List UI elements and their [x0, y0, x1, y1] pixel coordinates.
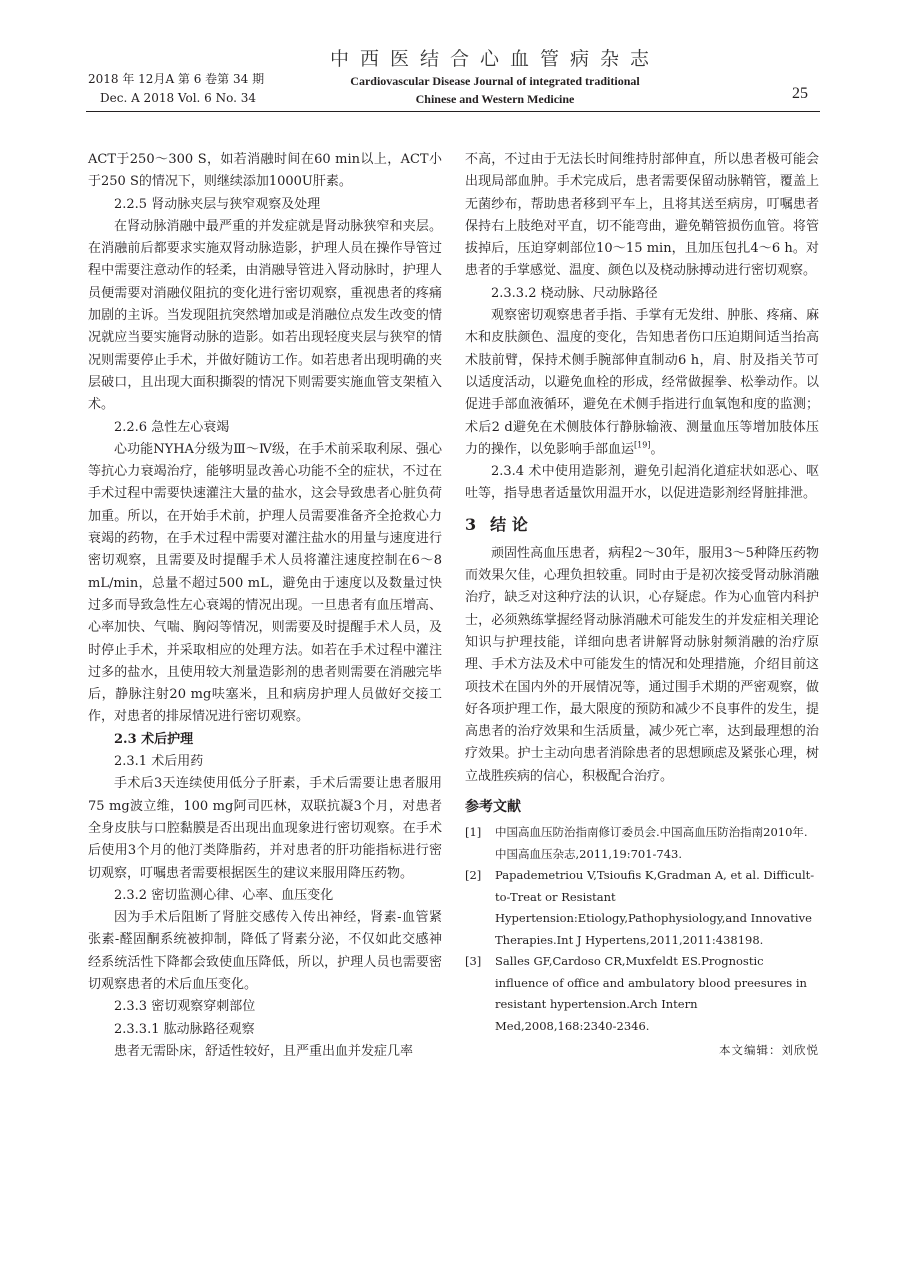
reference-item	[465, 951, 819, 1037]
subsection-heading-2-3-1: 2.3.1 术后用药	[114, 754, 204, 770]
subsection-heading-2-3-3-1: 2.3.3.1 肱动脉路径观察	[114, 1021, 255, 1037]
issue-en: Dec. A 2018 Vol. 6 No. 34	[100, 91, 257, 105]
citation-link[interactable]: [19]	[634, 440, 651, 450]
reference-text: Salles GF,Cardoso CR,Muxfeldt ES.Prognostic influence of office and ambulatory blood preesures in resistant hypertension.Arch Intern Med,2008,168:2340-2346.	[495, 954, 807, 1033]
paragraph: 心功能NYHA分级为Ⅲ～Ⅳ级，在手术前采取利尿、强心等抗心力衰竭治疗，能够明显改善心功能不全的症状，不过在手术过程中需要快速灌注大量的盐水，这会导致患者心脏负荷加重。所以，在开始手术前，护理人员需要准备齐全抢救心力衰竭的药物，在手术过程中需要对灌注盐水的用量与速度进行密切观察，且需要及时提醒手术人员将灌注速度控制在6～8 mL/min，总量不超过500 mL，避免由于速度以及数量过快过多而导致急性左心衰竭的情况出现。一旦患者有血压增高、心率加快、气喘、胸闷等情况，则需要及时提醒手术人员，及时停止手术，并采取相应的处理方法。如若在手术过程中灌注过多的盐水，且使用较大剂量造影剂的患者则需要在消融完毕后，静脉注射20 mg呋塞米，且和病房护理人员做好交接工作，对患者的排尿情况进行密切观察。	[88, 441, 442, 725]
journal-title-en-1: Cardiovascular Disease Journal of integrated traditional	[350, 74, 640, 88]
paragraph: 手术后3天连续使用低分子肝素，手术后需要让患者服用75 mg波立维，100 mg阿司匹林，双联抗凝3个月，对患者全身皮肤与口腔黏膜是否出现出血现象进行密切观察。在手术后使用3个月的他汀类降脂药，并对患者的肝功能指标进行密切观察，叮嘱患者需要根据医生的建议来服用降压药物。	[88, 776, 442, 881]
reference-item	[465, 822, 819, 865]
subsection-heading-2-3-3: 2.3.3 密切观察穿刺部位	[114, 999, 256, 1015]
paragraph	[465, 305, 819, 461]
subsection-heading-2-3-3-2: 2.3.3.2 桡动脉、尺动脉路径	[491, 285, 658, 301]
page-header	[0, 0, 905, 112]
page-number: 25	[792, 85, 808, 102]
right-column	[465, 149, 819, 1062]
paragraph: 因为手术后阻断了肾脏交感传入传出神经，肾素-血管紧张素-醛固酮系统被抑制，降低了肾素分泌，不仅如此交感神经系统活性下降都会致使血压降低，所以，护理人员也需要密切观察患者的术后血压变化。	[88, 910, 442, 992]
paragraph: 患者无需卧床，舒适性较好，且严重出血并发症几率	[114, 1043, 414, 1059]
issue-cn: 2018 年 12月A 第 6 卷第 34 期	[88, 72, 265, 86]
paragraph: 顽固性高血压患者，病程2～30年，服用3～5种降压药物而效果欠佳，心理负担较重。同时由于是初次接受肾动脉消融治疗，缺乏对这种疗法的认识，心存疑虑。作为心血管内科护士，必须熟练掌握经肾动脉消融术可能发生的并发症相关理论知识与护理技能，详细向患者讲解肾动脉射频消融的治疗原理、手术方法及术中可能发生的情况和处理措施，介绍目前这项技术在国内外的开展情况等，通过围手术期的严密观察，做好各项护理工作，最大限度的预防和减少不良事件的发生，提高患者的治疗效果和生活质量，减少死亡率，达到最理想的治疗效果。护士主动向患者消除患者的思想顾虑及紧张心理，树立战胜疾病的信心，积极配合治疗。	[465, 545, 819, 784]
paragraph-end: 。	[650, 441, 664, 457]
reference-number: [1]	[465, 825, 482, 840]
paragraph-text: 观察密切观察患者手指、手掌有无发绀、肿胀、疼痛、麻木和皮肤颜色、温度的变化，告知患者伤口压迫期间适当抬高术肢前臂，保持术侧手腕部伸直制动6 h，肩、肘及指关节可以适度活动，以避免血栓的形成，经常做握拳、松拳动作。以促进手部血液循环，避免在术侧手指进行血氧饱和度的监测；术后2 d避免在术侧肢体行静脉输液、测量血压等增加肢体压力的操作，以免影响手部血运	[465, 308, 819, 457]
left-column	[88, 149, 442, 1063]
section-title: 结 论	[490, 514, 528, 534]
references-heading: 参考文献	[465, 799, 521, 816]
header-rule	[86, 111, 820, 112]
section-heading-2-3: 2.3 术后护理	[114, 731, 194, 747]
reference-number: [3]	[465, 954, 482, 969]
reference-item	[465, 865, 819, 951]
journal-title-cn: 中西医结合心血管病杂志	[329, 48, 660, 70]
subsection-heading-2-3-2: 2.3.2 密切监测心律、心率、血压变化	[114, 887, 334, 903]
journal-title-en-2: Chinese and Western Medicine	[415, 92, 575, 106]
reference-text: Papademetriou V,Tsioufis K,Gradman A, et al. Difficult-to-Treat or Resistant Hypertension:Etiology,Pathophysiology,and Innovative Therapies.Int J Hypertens,2011,2011:438198.	[495, 868, 815, 947]
paragraph: 2.3.4 术中使用造影剂，避免引起消化道症状如恶心、呕吐等，指导患者适量饮用温开水，以促进造影剂经肾脏排泄。	[465, 464, 819, 502]
journal-title	[300, 46, 690, 108]
paragraph: ACT于250～300 S，如若消融时间在60 min以上，ACT小于250 S的情况下，则继续添加1000U肝素。	[88, 152, 442, 190]
paragraph: 不高，不过由于无法长时间维持肘部伸直，所以患者极可能会出现局部血肿。手术完成后，患者需要保留动脉鞘管，覆盖上无菌纱布，帮助患者移到平车上，且将其送至病房，叮嘱患者保持右上肢绝对平直，切不能弯曲，避免鞘管损伤血管。将管拔掉后，压迫穿刺部位10～15 min，且加压包扎4～6 h。对患者的手掌感觉、温度、颜色以及桡动脉搏动进行密切观察。	[465, 152, 819, 279]
section-heading-3	[465, 512, 819, 538]
paragraph: 在肾动脉消融中最严重的并发症就是肾动脉狭窄和夹层。在消融前后都要求实施双肾动脉造影，护理人员在操作导管过程中需要注意动作的轻柔，由消融导管进入肾动脉时，护理人员便需要对消融仪阻抗的变化进行密切观察，重视患者的疼痛加剧的主诉。当发现阻抗突然增加或是消融位点发生改变的情况就应当要实施肾动脉的造影。如若出现轻度夹层与狭窄的情况则需要停止手术，并做好随访工作。如若患者出现明确的夹层破口，且出现大面积撕裂的情况下则需要实施血管支架植入术。	[88, 218, 442, 413]
reference-list	[465, 822, 819, 1037]
reference-text: 中国高血压防治指南修订委员会.中国高血压防治指南2010年.中国高血压杂志,2011,19:701-743.	[495, 825, 808, 861]
issue-info	[88, 70, 308, 108]
subsection-heading-2-2-5: 2.2.5 肾动脉夹层与狭窄观察及处理	[114, 196, 321, 212]
editor-credit: 本文编辑：刘欣悦	[719, 1043, 819, 1058]
subsection-heading-2-2-6: 2.2.6 急性左心衰竭	[114, 419, 230, 435]
section-number: 3	[465, 514, 477, 534]
reference-number: [2]	[465, 868, 482, 883]
